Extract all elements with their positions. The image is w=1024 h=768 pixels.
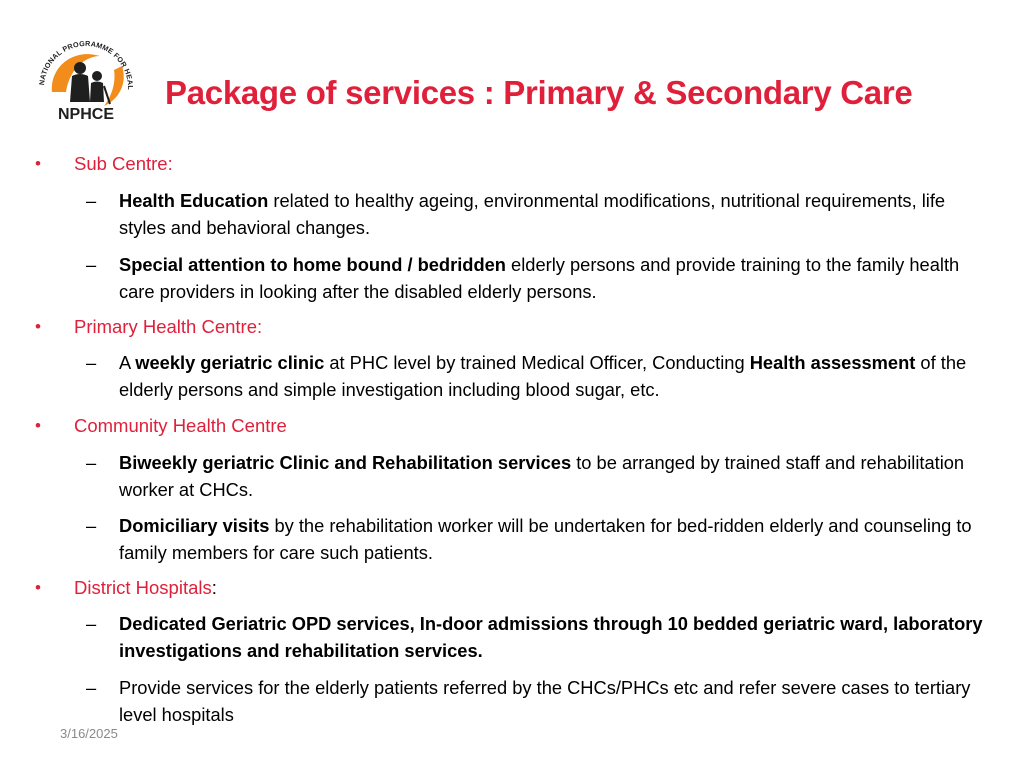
item-bold-text: Dedicated Geriatric OPD services, In-door admissions through 10 bedded geriatric ward, laboratory investigations and rehabilitation services. — [119, 613, 983, 661]
item-bold-text: Health Education — [119, 190, 269, 211]
logo-ring-text: NATIONAL PROGRAMME FOR HEAL — [37, 38, 136, 90]
bullet-1: • — [35, 154, 41, 173]
section-heading-community-health-centre — [35, 414, 287, 438]
list-item — [86, 251, 989, 305]
section-heading-district-hospitals — [35, 576, 217, 600]
slide-title: Package of services : Primary & Secondary Care — [165, 74, 913, 111]
item-text: related to healthy ageing, environmental modifications, nutritional requirements, life styles and behavioral changes. — [119, 190, 946, 238]
slide-date: 3/16/2025 — [60, 726, 118, 741]
logo-walking-stick — [104, 86, 110, 104]
dash-4: – — [86, 452, 97, 473]
logo-figure-body-1 — [70, 74, 90, 102]
logo-swoosh-right — [104, 66, 124, 106]
logo-acronym: NPHCE — [57, 106, 115, 123]
item-text: to be arranged by trained staff and rehabilitation worker at CHCs. — [119, 452, 965, 500]
list-item — [86, 449, 989, 503]
item-bold-text: weekly geriatric clinic — [135, 352, 325, 373]
section-heading-text: District Hospitals — [74, 577, 212, 598]
item-text-mid: at PHC level by trained Medical Officer, Conducting — [324, 352, 750, 373]
item-bold-text-2: Health assessment — [749, 352, 916, 373]
bullet-2: • — [35, 317, 41, 336]
section-heading-primary-health-centre — [35, 315, 263, 339]
item-text: elderly persons and provide training to the family health care providers in looking after the disabled elderly persons. — [119, 254, 960, 302]
item-text-pre: A — [119, 352, 136, 373]
logo-figure-head-1 — [74, 62, 86, 74]
logo-figure-head-2 — [92, 71, 102, 81]
bullet-4: • — [35, 578, 41, 597]
section-heading-colon: : — [211, 577, 217, 598]
dash-5: – — [86, 515, 97, 536]
item-bold-text: Domiciliary visits — [119, 515, 270, 536]
dash-6: – — [86, 613, 97, 634]
section-heading-text: Primary Health Centre: — [74, 316, 263, 337]
list-item — [86, 349, 989, 403]
dash-2: – — [86, 254, 97, 275]
dash-7: – — [86, 677, 97, 698]
item-text: Provide services for the elderly patients referred by the CHCs/PHCs etc and refer severe cases to tertiary level hospitals — [119, 677, 971, 725]
list-item — [86, 512, 989, 566]
nphce-logo-graphic — [30, 26, 142, 124]
item-text: of the elderly persons and simple investigation including blood sugar, etc. — [119, 352, 967, 400]
section-heading-text: Community Health Centre — [74, 415, 287, 436]
section-heading-text: Sub Centre: — [74, 153, 173, 174]
dash-3: – — [86, 352, 97, 373]
logo-figure-body-2 — [90, 82, 104, 103]
bullet-3: • — [35, 416, 41, 435]
list-item — [86, 610, 989, 664]
section-heading-sub-centre — [35, 152, 173, 176]
list-item — [86, 187, 989, 241]
item-bold-text: Biweekly geriatric Clinic and Rehabilitation services — [119, 452, 572, 473]
item-bold-text: Special attention to home bound / bedridden — [119, 254, 506, 275]
list-item — [86, 674, 989, 728]
item-text: by the rehabilitation worker will be undertaken for bed-ridden elderly and counseling to family members for care such patients. — [119, 515, 972, 563]
nphce-logo — [30, 26, 142, 124]
dash-1: – — [86, 190, 97, 211]
